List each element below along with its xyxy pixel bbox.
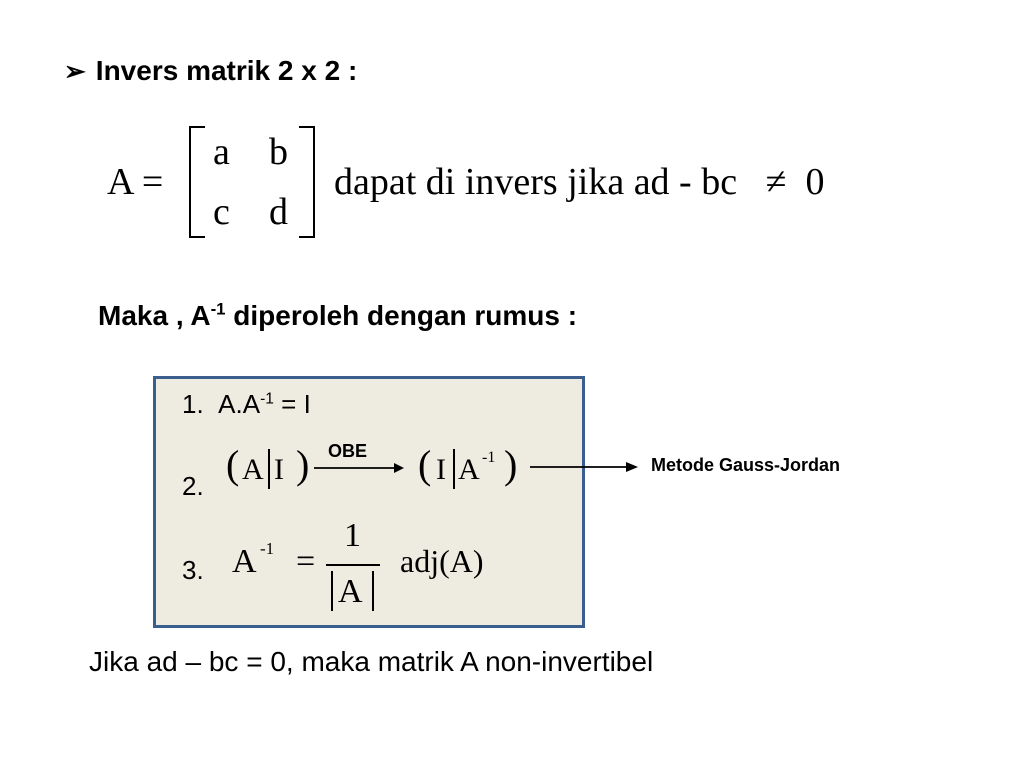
section-heading — [64, 55, 357, 87]
inverse-superscript: -1 — [210, 299, 226, 319]
non-invertible-note: Jika ad – bc = 0, maka matrik A non-invertibel — [89, 646, 654, 677]
augment-bar-2 — [453, 449, 455, 489]
determinant-bar-right — [372, 571, 374, 611]
right-bracket — [299, 126, 315, 238]
right-paren-2: ) — [504, 442, 518, 487]
fraction-numerator: 1 — [344, 517, 361, 554]
step-1-number: 1. — [182, 389, 204, 419]
step-3-equals: = — [296, 543, 316, 580]
pointer-arrow-icon — [528, 459, 640, 475]
obe-label: OBE — [328, 441, 368, 461]
methods-panel — [153, 376, 585, 628]
matrix-cell-c: c — [213, 191, 230, 233]
left-bracket — [189, 126, 205, 238]
matrix-cell-b: b — [269, 131, 288, 173]
step-2-number: 2. — [182, 471, 204, 501]
method-label: Metode Gauss-Jordan — [651, 455, 841, 475]
step-1-suffix: = I — [273, 389, 311, 419]
fraction-denominator: A — [338, 573, 363, 610]
zero-value: 0 — [805, 161, 825, 203]
augmented-left-I: I — [274, 453, 284, 486]
left-paren-2: ( — [418, 442, 432, 487]
obe-arrow-icon — [312, 461, 406, 475]
step-1-prefix: A.A — [218, 389, 261, 419]
heading-text: Invers matrik 2 x 2 : — [95, 55, 358, 86]
condition-text — [334, 160, 824, 204]
augmented-right-superscript: -1 — [482, 449, 496, 466]
step-3-number: 3. — [182, 555, 204, 585]
matrix-name: A = — [107, 161, 164, 203]
formula-intro-suffix: diperoleh dengan rumus : — [225, 300, 578, 331]
fraction-bar — [326, 564, 380, 566]
matrix-cell-a: a — [213, 131, 230, 173]
right-paren: ) — [296, 442, 310, 487]
matrix-cell-d: d — [269, 191, 288, 233]
left-paren: ( — [226, 442, 240, 487]
not-equal-sign: ≠ — [765, 161, 787, 203]
step-3-lhs: A — [232, 543, 257, 580]
condition-phrase: dapat di invers jika ad - bc — [334, 161, 738, 203]
augmented-left-A: A — [242, 453, 264, 486]
augment-bar — [268, 449, 270, 489]
augmented-right-I: I — [436, 453, 446, 486]
arrow-right-icon: ➢ — [64, 56, 86, 86]
augmented-right-A: A — [458, 453, 480, 486]
formula-intro — [98, 300, 577, 332]
determinant-bar-left — [331, 571, 333, 611]
step-1 — [182, 389, 311, 420]
adjoint-term: adj(A) — [400, 543, 484, 579]
step-3-superscript: -1 — [260, 539, 275, 558]
invertibility-condition-equation — [107, 120, 947, 245]
formula-intro-prefix: Maka , A — [98, 300, 211, 331]
step-1-superscript: -1 — [260, 390, 274, 408]
